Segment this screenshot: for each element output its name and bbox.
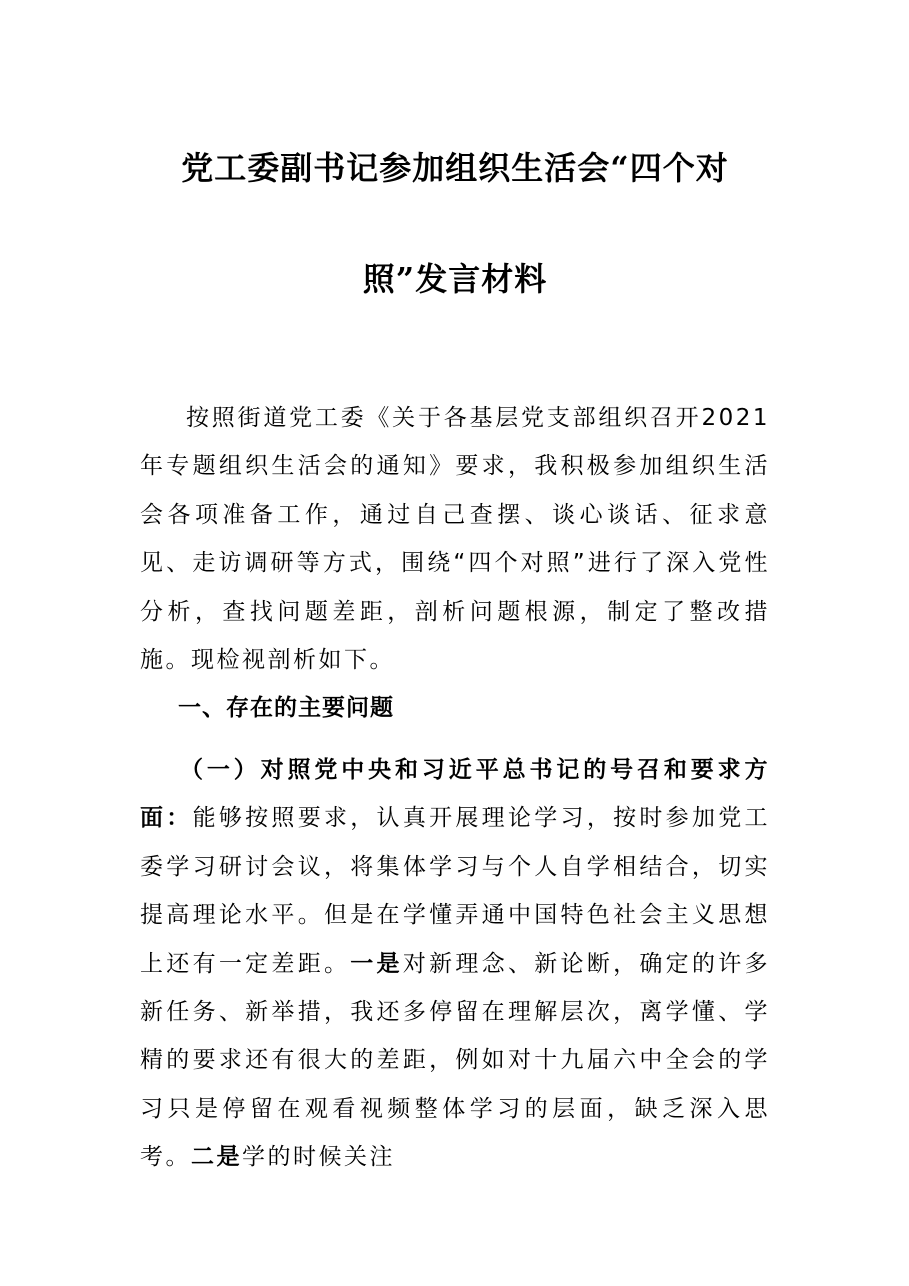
section-1-text-a: 能够按照要求，认真开展理论学习，按时参加党工委学习研讨会议，将集体学习与个人自学相结合，切实提高理论水平。但是在学懂弄通中国特色社会主义思想上还有一定差距。 [140, 805, 771, 977]
point-marker-2: 二是 [191, 1144, 242, 1171]
document-title-line-2: 照”发言材料 [362, 260, 548, 298]
section-1-text-c: 学的时候关注 [242, 1144, 395, 1171]
section-1-paragraph [140, 746, 770, 1182]
point-marker-1: 一是 [350, 950, 403, 977]
intro-paragraph: 按照街道党工委《关于各基层党支部组织召开2021年专题组织生活会的通知》要求，我积极参加组织生活会各项准备工作，通过自己查摆、谈心谈话、征求意见、走访调研等方式，围绕“四个对照”进行了深入党性分析，查找问题差距，剖析问题根源，制定了整改措施。现检视剖析如下。 [140, 405, 770, 674]
section-1-text-b: 对新理念、新论断，确定的许多新任务、新举措，我还多停留在理解层次，离学懂、学精的要求还有很大的差距，例如对十九届六中全会的学习只是停留在观看视频整体学习的层面，缺乏深入思考。 [140, 950, 771, 1171]
section-1-subheading: （一）对照党中央和习近平总书记的号召和要求方面： [140, 757, 770, 832]
section-heading-main-problems: 一、存在的主要问题 [178, 695, 394, 721]
document-title-line-1: 党工委副书记参加组织生活会“四个对 [181, 149, 729, 187]
